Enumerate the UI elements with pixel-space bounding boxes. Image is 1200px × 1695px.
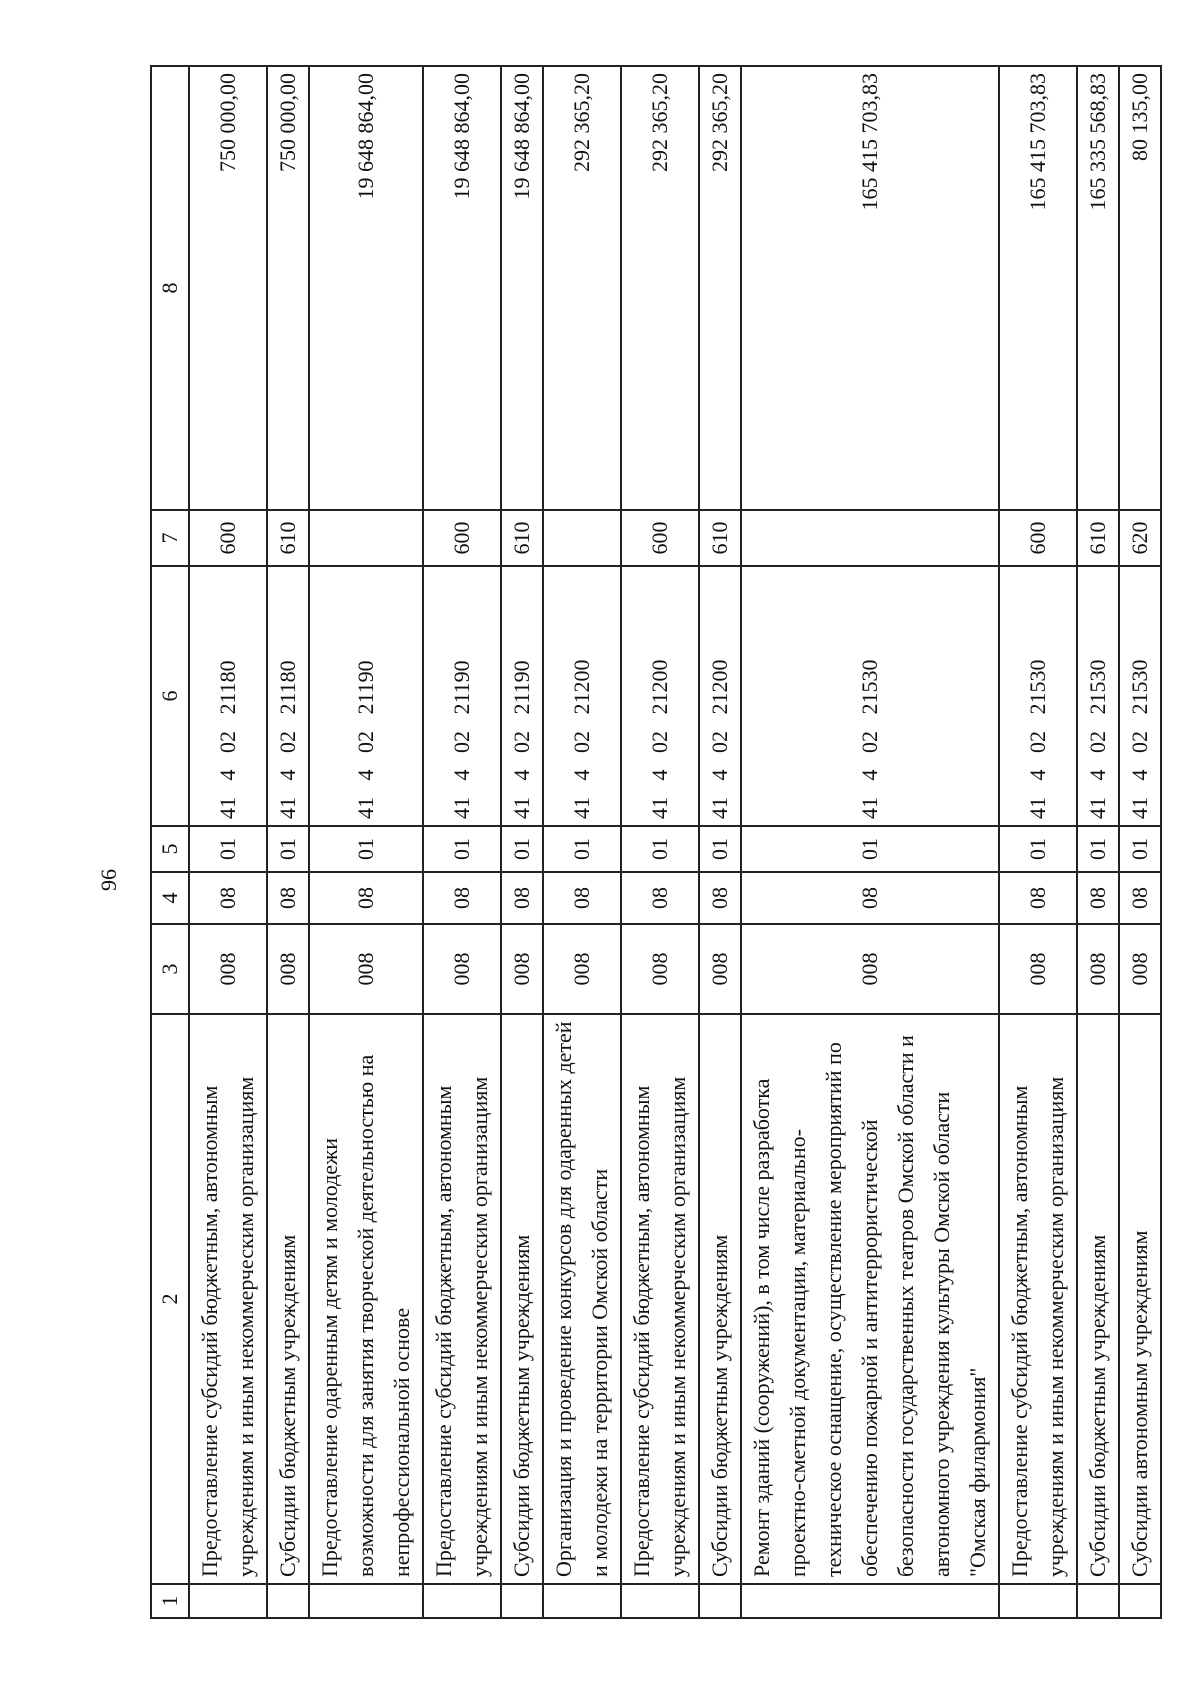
row-col1 [1077, 1584, 1119, 1618]
row-description: Субсидии бюджетным учреждениям [501, 1014, 543, 1584]
row-kcsr: 41 4 02 21200 [621, 566, 699, 826]
row-col1 [543, 1584, 621, 1618]
row-col1 [267, 1584, 309, 1618]
row-vr: 600 [621, 510, 699, 566]
row-ved: 008 [423, 924, 501, 1014]
row-rz: 08 [1119, 872, 1161, 924]
table-row [267, 66, 309, 1618]
row-pr: 01 [501, 826, 543, 872]
row-vr: 600 [189, 510, 267, 566]
header-cell: 2 [151, 1014, 189, 1584]
row-kcsr: 41 4 02 21530 [741, 566, 999, 826]
row-kcsr: 41 4 02 21530 [999, 566, 1077, 826]
page-number: 96 [96, 869, 121, 891]
row-ved: 008 [501, 924, 543, 1014]
row-vr: 610 [267, 510, 309, 566]
row-ved: 008 [309, 924, 423, 1014]
row-ved: 008 [741, 924, 999, 1014]
row-pr: 01 [267, 826, 309, 872]
table-row [423, 66, 501, 1618]
row-description: Организация и проведение конкурсов для одаренных детей и молодежи на территории Омской области [543, 1014, 621, 1584]
row-pr: 01 [1077, 826, 1119, 872]
header-cell: 4 [151, 872, 189, 924]
row-rz: 08 [543, 872, 621, 924]
row-rz: 08 [267, 872, 309, 924]
row-ved: 008 [999, 924, 1077, 1014]
row-pr: 01 [189, 826, 267, 872]
table-row [501, 66, 543, 1618]
row-rz: 08 [699, 872, 741, 924]
table-rotator [150, 67, 1152, 1619]
table-row [309, 66, 423, 1618]
row-rz: 08 [621, 872, 699, 924]
table-row [999, 66, 1077, 1618]
row-kcsr: 41 4 02 21180 [189, 566, 267, 826]
row-kcsr: 41 4 02 21530 [1119, 566, 1161, 826]
row-ved: 008 [267, 924, 309, 1014]
row-kcsr: 41 4 02 21530 [1077, 566, 1119, 826]
row-vr: 610 [699, 510, 741, 566]
row-sum: 292 365,20 [621, 66, 699, 510]
row-description: Субсидии бюджетным учреждениям [699, 1014, 741, 1584]
row-pr: 01 [423, 826, 501, 872]
row-rz: 08 [189, 872, 267, 924]
header-cell: 1 [151, 1584, 189, 1618]
row-sum: 292 365,20 [543, 66, 621, 510]
row-sum: 19 648 864,00 [423, 66, 501, 510]
row-kcsr: 41 4 02 21190 [423, 566, 501, 826]
table-row [621, 66, 699, 1618]
row-sum: 165 415 703,83 [999, 66, 1077, 510]
row-sum: 80 135,00 [1119, 66, 1161, 510]
row-col1 [423, 1584, 501, 1618]
row-pr: 01 [309, 826, 423, 872]
header-row [151, 66, 189, 1618]
row-col1 [621, 1584, 699, 1618]
table-row [1077, 66, 1119, 1618]
header-cell: 5 [151, 826, 189, 872]
row-rz: 08 [423, 872, 501, 924]
header-cell: 6 [151, 566, 189, 826]
row-kcsr: 41 4 02 21180 [267, 566, 309, 826]
row-rz: 08 [999, 872, 1077, 924]
row-ved: 008 [543, 924, 621, 1014]
row-description: Субсидии бюджетным учреждениям [1077, 1014, 1119, 1584]
row-rz: 08 [501, 872, 543, 924]
row-ved: 008 [189, 924, 267, 1014]
row-rz: 08 [1077, 872, 1119, 924]
row-rz: 08 [309, 872, 423, 924]
row-description: Субсидии бюджетным учреждениям [267, 1014, 309, 1584]
row-sum: 750 000,00 [267, 66, 309, 510]
row-ved: 008 [699, 924, 741, 1014]
row-ved: 008 [1077, 924, 1119, 1014]
header-cell: 7 [151, 510, 189, 566]
row-sum: 19 648 864,00 [309, 66, 423, 510]
row-pr: 01 [543, 826, 621, 872]
row-ved: 008 [621, 924, 699, 1014]
row-vr: 610 [501, 510, 543, 566]
row-pr: 01 [621, 826, 699, 872]
row-description: Предоставление субсидий бюджетным, автономным учреждениям и иным некоммерческим организациям [423, 1014, 501, 1584]
budget-table [150, 65, 1162, 1619]
row-description: Субсидии автономным учреждениям [1119, 1014, 1161, 1584]
row-ved: 008 [1119, 924, 1161, 1014]
row-col1 [1119, 1584, 1161, 1618]
table-row [543, 66, 621, 1618]
row-sum: 750 000,00 [189, 66, 267, 510]
row-sum: 165 335 568,83 [1077, 66, 1119, 510]
row-col1 [999, 1584, 1077, 1618]
row-sum: 19 648 864,00 [501, 66, 543, 510]
row-description: Предоставление субсидий бюджетным, автономным учреждениям и иным некоммерческим организациям [999, 1014, 1077, 1584]
row-vr: 610 [1077, 510, 1119, 566]
row-vr [741, 510, 999, 566]
row-vr: 620 [1119, 510, 1161, 566]
table-row [741, 66, 999, 1618]
row-kcsr: 41 4 02 21190 [501, 566, 543, 826]
row-vr [543, 510, 621, 566]
table-row [699, 66, 741, 1618]
header-cell: 3 [151, 924, 189, 1014]
row-kcsr: 41 4 02 21190 [309, 566, 423, 826]
row-pr: 01 [741, 826, 999, 872]
row-vr: 600 [423, 510, 501, 566]
table-row [1119, 66, 1161, 1618]
row-sum: 165 415 703,83 [741, 66, 999, 510]
row-pr: 01 [1119, 826, 1161, 872]
row-description: Предоставление одаренным детям и молодежи возможности для занятия творческой деятельностью на непрофессиональной основе [309, 1014, 423, 1584]
row-description: Ремонт зданий (сооружений), в том числе разработка проектно-сметной документации, материально-техническое оснащение, осуществление мероприятий по обеспечению пожарной и антитеррористической безопасности государственных театров Омской области и автономного учреждения культуры Омской области "Омская филармония" [741, 1014, 999, 1584]
row-pr: 01 [999, 826, 1077, 872]
row-description: Предоставление субсидий бюджетным, автономным учреждениям и иным некоммерческим организациям [621, 1014, 699, 1584]
row-col1 [309, 1584, 423, 1618]
table-row [189, 66, 267, 1618]
row-description: Предоставление субсидий бюджетным, автономным учреждениям и иным некоммерческим организациям [189, 1014, 267, 1584]
row-vr: 600 [999, 510, 1077, 566]
row-col1 [189, 1584, 267, 1618]
row-col1 [501, 1584, 543, 1618]
row-col1 [741, 1584, 999, 1618]
row-sum: 292 365,20 [699, 66, 741, 510]
row-kcsr: 41 4 02 21200 [699, 566, 741, 826]
row-pr: 01 [699, 826, 741, 872]
row-vr [309, 510, 423, 566]
header-cell: 8 [151, 66, 189, 510]
row-rz: 08 [741, 872, 999, 924]
row-kcsr: 41 4 02 21200 [543, 566, 621, 826]
row-col1 [699, 1584, 741, 1618]
